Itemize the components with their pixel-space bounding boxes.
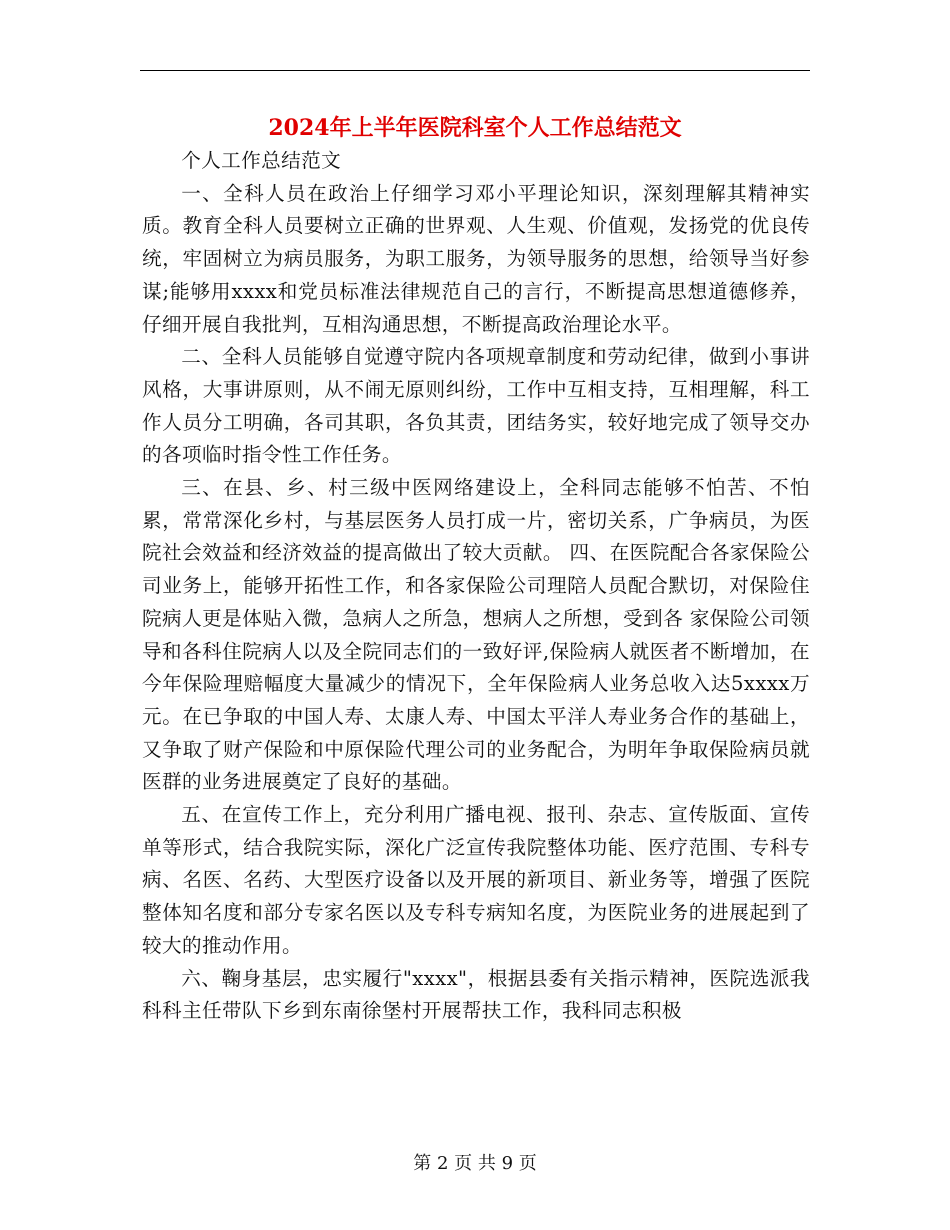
page-footer xyxy=(0,1152,950,1176)
document-body xyxy=(142,145,810,1028)
paragraph-subtitle: 个人工作总结范文 xyxy=(181,149,342,172)
paragraph-2: 二、全科人员能够自觉遵守院内各项规章制度和劳动纪律，做到小事讲风格，大事讲原则，从不闹无原则纠纷，工作中互相支持，互相理解，科工作人员分工明确，各司其职，各负其责，团结务实，较好地完成了领导交办的各项临时指令性工作任务。 xyxy=(142,345,810,467)
paragraph-5: 五、在宣传工作上，充分利用广播电视、报刊、杂志、宣传版面、宣传单等形式，结合我院实际，深化广泛宣传我院整体功能、医疗范围、专科专病、名医、名药、大型医疗设备以及开展的新项目、新业务等，增强了医院整体知名度和部分专家名医以及专科专病知名度，为医院业务的进展起到了较大的推动作用。 xyxy=(142,803,810,957)
paragraph-1: 一、全科人员在政治上仔细学习邓小平理论知识，深刻理解其精神实质。教育全科人员要树立正确的世界观、人生观、价值观，发扬党的优良传统，牢固树立为病员服务，为职工服务，为领导服务的思想，给领导当好参谋;能够用xxxx和党员标准法律规范自己的言行，不断提高思想道德修养，仔细开展自我批判，互相沟通思想，不断提高政治理论水平。 xyxy=(142,181,810,336)
paragraph-6: 六、鞠身基层，忠实履行"xxxx"，根据县委有关指示精神，医院选派我科科主任带队下乡到东南徐堡村开展帮扶工作，我科同志积极 xyxy=(142,966,810,1023)
page-number-label: 第 2 页 共 9 页 xyxy=(413,1153,537,1174)
header-rule xyxy=(140,70,810,71)
document-title: 2024年上半年医院科室个人工作总结范文 xyxy=(268,115,682,141)
paragraph-3: 三、在县、乡、村三级中医网络建设上，全科同志能够不怕苦、不怕累，常常深化乡村，与基层医务人员打成一片，密切关系，广争病员，为医院社会效益和经济效益的提高做出了较大贡献。 四、在医院配合各家保险公司业务上，能够开拓性工作，和各家保险公司理陪人员配合默切，对保险住院病人更是体贴入微，急病人之所急，想病人之所想，受到各 家保险公司领导和各科住院病人以及全院同志们的一致好评,保险病人就医者不断增加，在今年保险理赔幅度大量减少的情况下，全年保险病人业务总收入达5xxxx万元。在已争取的中国人寿、太康人寿、中国太平洋人寿业务合作的基础上，又争取了财产保险和中原保险代理公司的业务配合，为明年争取保险病员就医群的业务进展奠定了良好的基础。 xyxy=(142,476,810,794)
